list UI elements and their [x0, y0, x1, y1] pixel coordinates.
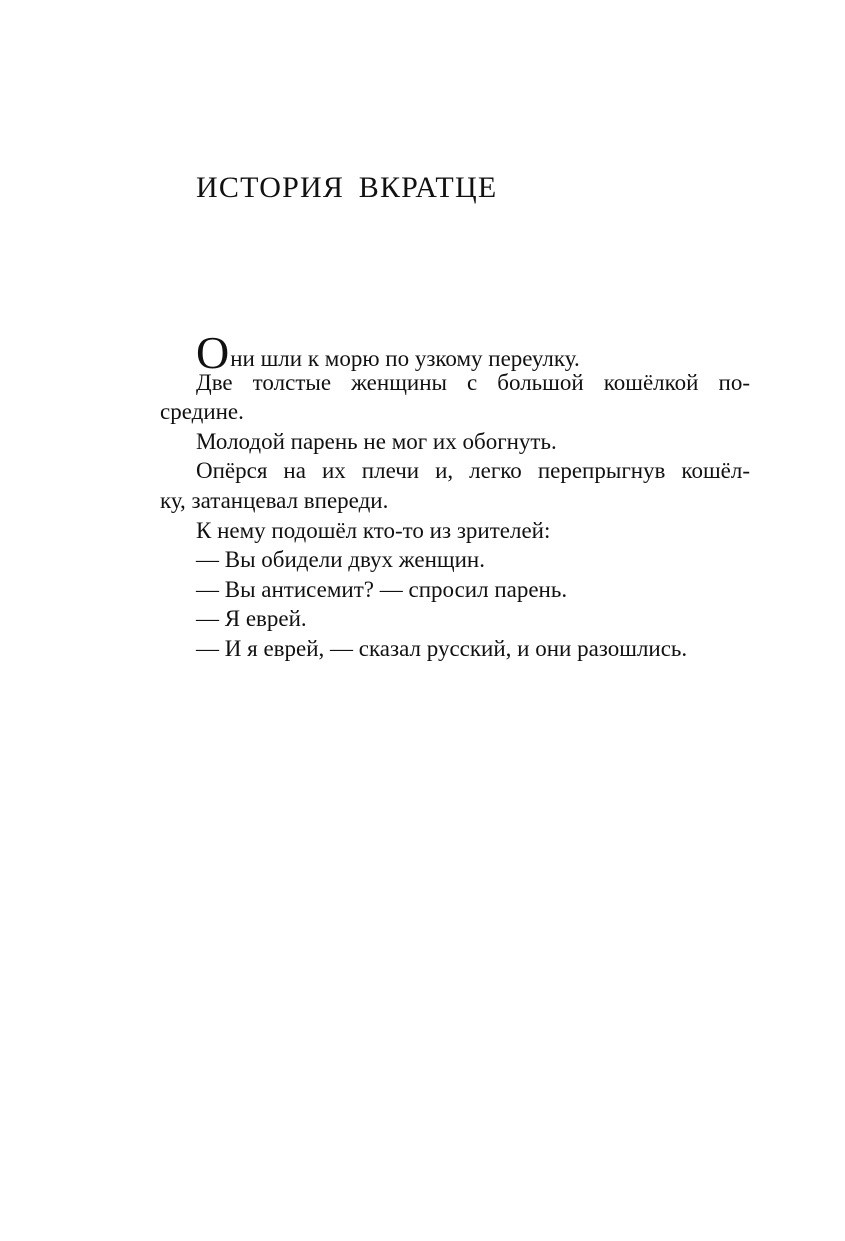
chapter-title: ИСТОРИЯ ВКРАТЦЕ — [196, 171, 498, 204]
text-line-6: ку, затанцевал впереди. — [160, 487, 389, 513]
text-line-7: К нему подошёл кто-то из зрителей: — [196, 517, 551, 543]
text-line-3: средине. — [160, 399, 244, 425]
text-line-11: — И я еврей, — сказал русский, и они разошлись. — [196, 635, 688, 661]
text-line-4: Молодой парень не мог их обогнуть. — [196, 428, 557, 454]
drop-cap: О — [196, 327, 230, 378]
text-line-8: — Вы обидели двух женщин. — [196, 547, 485, 573]
text-line-9: — Вы антисемит? — спросил парень. — [196, 576, 568, 602]
text-line-2: Две толстые женщины с большой кошёлкой по- — [196, 369, 750, 395]
text-line-5: Опёрся на их плечи и, легко перепрыгнув кошёл- — [196, 458, 750, 484]
text-line-1 — [160, 327, 750, 378]
text-line-1-rest: ни шли к морю по узкому переулку. — [230, 346, 580, 371]
story-text — [160, 327, 750, 664]
text-line-10: — Я еврей. — [196, 606, 307, 632]
